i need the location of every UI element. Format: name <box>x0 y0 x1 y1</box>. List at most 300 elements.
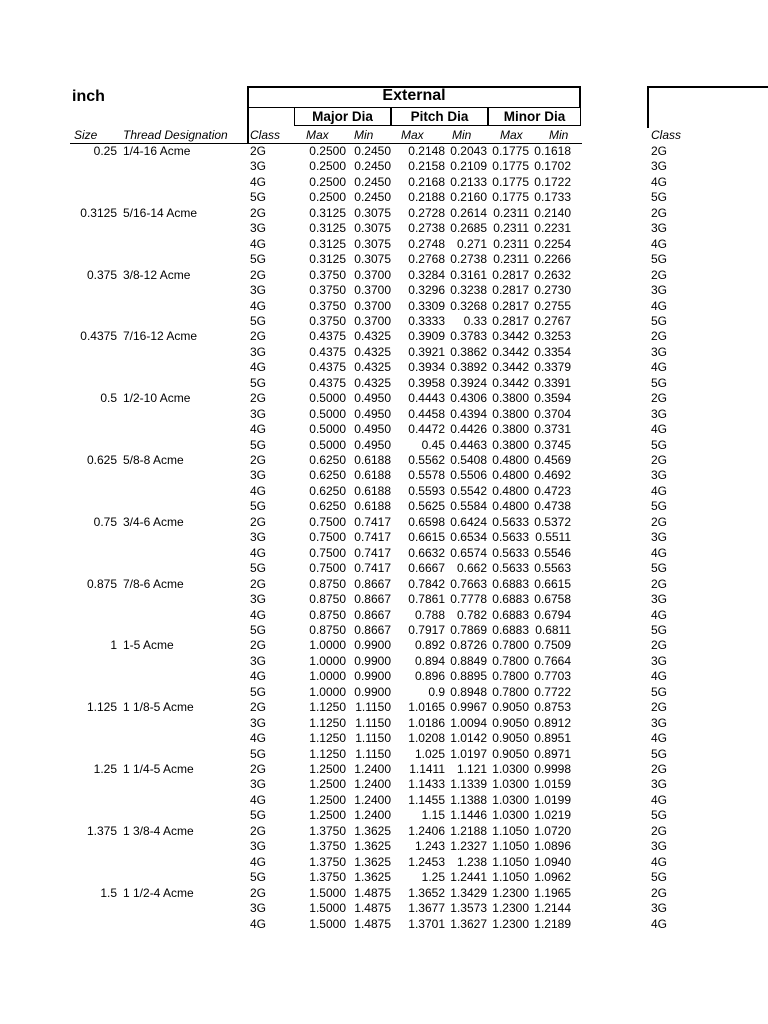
minor-min-cell: 0.4569 <box>534 453 571 467</box>
pitch-min-cell: 0.271 <box>456 236 487 251</box>
minor-min-cell: 1.0962 <box>534 870 571 885</box>
minor-min-cell: 0.6794 <box>534 607 571 622</box>
major-min-cell: 0.8667 <box>354 576 391 591</box>
minor-max-cell: 0.4800 <box>492 453 529 467</box>
major-min-cell: 0.8667 <box>354 607 391 622</box>
minor-min-cell: 0.1618 <box>534 144 571 158</box>
minor-min-cell: 1.0199 <box>534 792 571 807</box>
class-right-cell: 3G <box>651 653 668 668</box>
minor-max-cell: 1.2300 <box>492 885 529 900</box>
minor-max-cell: 1.0300 <box>492 808 529 823</box>
class-right-cell: 3G <box>651 468 668 483</box>
major-max-cell: 0.7500 <box>309 514 346 529</box>
class-right-cell: 3G <box>651 406 668 421</box>
major-min-cell: 0.6188 <box>354 468 391 483</box>
major-min-cell: 1.3625 <box>354 839 391 854</box>
pitch-min-cell: 0.662 <box>456 561 487 576</box>
minor-max-cell: 0.2817 <box>492 267 529 282</box>
minor-min-cell: 0.3253 <box>534 329 571 344</box>
minor-max-cell: 0.4800 <box>492 468 529 483</box>
pitch-min-cell: 0.4394 <box>450 406 487 421</box>
class-cell: 4G <box>250 854 267 869</box>
minor-max-cell: 0.7800 <box>492 684 529 699</box>
minor-min-cell: 0.7703 <box>534 669 571 684</box>
minor-min-cell: 0.2231 <box>534 221 571 236</box>
thread-designation-cell: 7/16-12 Acme <box>123 329 198 344</box>
pitch-min-cell: 1.2441 <box>450 870 487 885</box>
class-cell: 4G <box>250 360 267 375</box>
pitch-max-cell: 0.894 <box>414 653 445 668</box>
pitch-max-cell: 0.2148 <box>408 144 445 158</box>
class-cell: 4G <box>250 483 267 498</box>
minor-max-cell: 0.3800 <box>492 422 529 437</box>
minor-min-cell: 0.4723 <box>534 483 571 498</box>
size-cell: 0.75 <box>93 514 117 529</box>
pitch-max-cell: 0.4443 <box>408 391 445 406</box>
minor-max-cell: 0.7800 <box>492 638 529 653</box>
pitch-max-cell: 0.2728 <box>408 205 445 220</box>
pitch-max-cell: 1.0186 <box>408 715 445 730</box>
size-cell: 0.4375 <box>80 329 117 344</box>
major-min-cell: 0.4325 <box>354 344 391 359</box>
class-right-cell: 2G <box>651 391 668 406</box>
major-max-cell: 1.5000 <box>309 885 346 900</box>
pitch-min-cell: 0.8849 <box>450 653 487 668</box>
major-max-cell: 1.2500 <box>309 762 346 776</box>
pitch-max-cell: 0.3333 <box>408 313 445 328</box>
unit-label: inch <box>72 88 105 105</box>
major-max-cell: 1.1250 <box>309 731 346 746</box>
class-cell: 2G <box>250 329 267 344</box>
class-right-cell: 2G <box>651 267 668 282</box>
header-major-min: Min <box>354 128 374 142</box>
pitch-min-cell: 0.3161 <box>450 267 487 282</box>
class-right-cell: 5G <box>651 684 668 699</box>
pitch-max-cell: 0.5625 <box>408 499 445 514</box>
pitch-min-cell: 0.2614 <box>450 205 487 220</box>
pitch-min-cell: 1.0094 <box>450 715 487 730</box>
pitch-min-cell: 0.6574 <box>450 545 487 560</box>
class-right-cell: 3G <box>651 839 668 854</box>
pitch-min-cell: 0.4426 <box>450 422 487 437</box>
class-cell: 2G <box>250 762 267 776</box>
minor-max-cell: 0.1775 <box>492 144 529 158</box>
size-cell: 0.25 <box>93 144 117 158</box>
class-right-cell: 3G <box>651 715 668 730</box>
major-min-cell: 0.3700 <box>354 298 391 313</box>
pitch-min-cell: 0.3924 <box>450 375 487 390</box>
minor-min-cell: 0.2755 <box>534 298 571 313</box>
major-max-cell: 0.7500 <box>309 545 346 560</box>
major-dia-title: Major Dia <box>312 109 373 124</box>
size-cell: 0.625 <box>86 453 117 467</box>
pitch-max-cell: 1.025 <box>414 746 445 761</box>
class-cell: 4G <box>250 792 267 807</box>
major-min-cell: 0.7417 <box>354 530 391 545</box>
class-right-cell: 2G <box>651 514 668 529</box>
class-right-cell: 5G <box>651 313 668 328</box>
pitch-min-cell: 0.8726 <box>450 638 487 653</box>
size-cell: 0.5 <box>100 391 117 406</box>
major-min-cell: 1.1150 <box>355 715 391 730</box>
major-min-cell: 1.1150 <box>355 746 391 761</box>
major-min-cell: 0.3700 <box>354 283 391 298</box>
minor-max-cell: 0.3442 <box>492 329 529 344</box>
minor-max-cell: 0.3442 <box>492 344 529 359</box>
major-min-cell: 1.1150 <box>355 731 391 746</box>
major-max-cell: 0.6250 <box>309 499 346 514</box>
class-cell: 4G <box>250 669 267 684</box>
major-min-cell: 0.8667 <box>354 592 391 607</box>
major-min-cell: 0.4950 <box>354 406 391 421</box>
minor-max-cell: 1.0300 <box>492 792 529 807</box>
class-cell: 3G <box>250 406 267 421</box>
pitch-max-cell: 0.2188 <box>408 190 445 205</box>
minor-min-cell: 0.8912 <box>534 715 571 730</box>
major-min-cell: 1.3625 <box>354 870 391 885</box>
class-right-cell: 4G <box>651 174 668 189</box>
pitch-max-cell: 0.2738 <box>408 221 445 236</box>
major-min-cell: 0.9900 <box>354 638 391 653</box>
minor-min-cell: 1.2144 <box>534 901 571 916</box>
minor-min-cell: 0.8753 <box>534 700 571 715</box>
class-cell: 2G <box>250 700 267 715</box>
class-right-cell: 2G <box>651 885 668 900</box>
class-right-cell: 5G <box>651 375 668 390</box>
minor-max-cell: 0.3800 <box>492 437 529 452</box>
minor-max-cell: 1.1050 <box>492 839 529 854</box>
minor-max-cell: 1.1050 <box>492 854 529 869</box>
internal-header-box <box>647 86 768 128</box>
major-min-cell: 0.9900 <box>354 669 391 684</box>
class-right-cell: 2G <box>651 823 668 838</box>
minor-min-cell: 0.7722 <box>534 684 571 699</box>
minor-min-cell: 0.6615 <box>534 576 571 591</box>
minor-min-cell: 0.4738 <box>534 499 571 514</box>
minor-min-cell: 0.9998 <box>534 762 571 776</box>
pitch-max-cell: 0.6615 <box>408 530 445 545</box>
major-max-cell: 0.8750 <box>309 622 346 637</box>
class-right-cell: 2G <box>651 576 668 591</box>
major-min-cell: 0.4325 <box>354 360 391 375</box>
pitch-min-cell: 0.6534 <box>450 530 487 545</box>
class-right-cell: 2G <box>651 329 668 344</box>
class-right-cell: 5G <box>651 252 668 267</box>
major-min-cell: 0.6188 <box>354 483 391 498</box>
thread-designation-cell: 3/4-6 Acme <box>123 514 184 529</box>
pitch-max-cell: 0.5578 <box>408 468 445 483</box>
major-max-cell: 1.1250 <box>309 746 346 761</box>
major-max-cell: 0.3750 <box>309 267 346 282</box>
minor-min-cell: 0.6758 <box>534 592 571 607</box>
major-max-cell: 1.3750 <box>309 870 346 885</box>
minor-max-cell: 1.1050 <box>492 870 529 885</box>
class-right-cell: 5G <box>651 190 668 205</box>
major-min-cell: 0.7417 <box>354 545 391 560</box>
class-cell: 3G <box>250 221 267 236</box>
minor-min-cell: 0.5372 <box>534 514 571 529</box>
minor-min-cell: 0.3745 <box>534 437 571 452</box>
major-max-cell: 0.5000 <box>309 422 346 437</box>
class-right-cell: 5G <box>651 622 668 637</box>
minor-max-cell: 1.0300 <box>492 762 529 776</box>
class-cell: 2G <box>250 638 267 653</box>
minor-min-cell: 0.2254 <box>534 236 571 251</box>
class-cell: 2G <box>250 885 267 900</box>
pitch-min-cell: 1.121 <box>456 762 487 776</box>
class-right-cell: 5G <box>651 499 668 514</box>
major-min-cell: 0.4325 <box>354 329 391 344</box>
minor-max-cell: 1.2300 <box>492 901 529 916</box>
minor-min-cell: 0.2632 <box>534 267 571 282</box>
minor-min-cell: 0.1702 <box>534 159 571 174</box>
class-right-cell: 3G <box>651 159 668 174</box>
pitch-max-cell: 1.25 <box>421 870 445 885</box>
major-min-cell: 0.2450 <box>354 174 391 189</box>
major-min-cell: 1.4875 <box>354 916 391 931</box>
major-min-cell: 1.2400 <box>354 808 391 823</box>
minor-max-cell: 0.7800 <box>492 669 529 684</box>
size-cell: 1.375 <box>86 823 117 838</box>
minor-min-cell: 1.0940 <box>534 854 571 869</box>
minor-min-cell: 0.8971 <box>534 746 571 761</box>
major-max-cell: 1.5000 <box>309 916 346 931</box>
pitch-max-cell: 1.1433 <box>408 777 445 792</box>
pitch-max-cell: 1.1455 <box>408 792 445 807</box>
major-max-cell: 0.5000 <box>309 437 346 452</box>
class-right-cell: 4G <box>651 669 668 684</box>
class-right-cell: 4G <box>651 545 668 560</box>
pitch-min-cell: 1.1339 <box>450 777 487 792</box>
minor-max-cell: 0.3442 <box>492 375 529 390</box>
pitch-min-cell: 0.5584 <box>450 499 487 514</box>
pitch-max-cell: 0.5593 <box>408 483 445 498</box>
major-min-cell: 0.3700 <box>354 267 391 282</box>
major-max-cell: 0.3750 <box>309 283 346 298</box>
minor-max-cell: 0.5633 <box>492 561 529 576</box>
minor-max-cell: 0.3800 <box>492 406 529 421</box>
pitch-max-cell: 0.896 <box>414 669 445 684</box>
major-max-cell: 0.3125 <box>309 236 346 251</box>
pitch-max-cell: 0.3284 <box>408 267 445 282</box>
class-divider <box>247 86 249 144</box>
class-right-cell: 3G <box>651 221 668 236</box>
minor-min-cell: 1.2189 <box>534 916 571 931</box>
class-right-cell: 5G <box>651 808 668 823</box>
major-max-cell: 0.3750 <box>309 313 346 328</box>
major-min-cell: 1.3625 <box>354 854 391 869</box>
pitch-min-cell: 0.7778 <box>450 592 487 607</box>
class-cell: 2G <box>250 823 267 838</box>
pitch-max-cell: 0.7842 <box>408 576 445 591</box>
class-right-cell: 3G <box>651 901 668 916</box>
class-right-cell: 3G <box>651 283 668 298</box>
class-right-cell: 4G <box>651 360 668 375</box>
minor-max-cell: 0.6883 <box>492 592 529 607</box>
class-right-cell: 4G <box>651 236 668 251</box>
major-min-cell: 0.7417 <box>354 561 391 576</box>
minor-max-cell: 0.1775 <box>492 190 529 205</box>
pitch-max-cell: 1.243 <box>414 839 445 854</box>
minor-min-cell: 0.2140 <box>534 205 571 220</box>
major-max-cell: 0.6250 <box>309 468 346 483</box>
major-max-cell: 0.5000 <box>309 391 346 406</box>
major-min-cell: 0.8667 <box>354 622 391 637</box>
pitch-max-cell: 1.2453 <box>408 854 445 869</box>
minor-min-cell: 0.3379 <box>534 360 571 375</box>
minor-min-cell: 0.2266 <box>534 252 571 267</box>
pitch-min-cell: 0.3783 <box>450 329 487 344</box>
class-cell: 5G <box>250 746 267 761</box>
major-max-cell: 0.4375 <box>309 344 346 359</box>
pitch-max-cell: 1.3701 <box>408 916 445 931</box>
major-max-cell: 1.2500 <box>309 792 346 807</box>
major-min-cell: 0.2450 <box>354 159 391 174</box>
pitch-max-cell: 1.15 <box>421 808 445 823</box>
class-cell: 4G <box>250 731 267 746</box>
major-max-cell: 0.2500 <box>309 190 346 205</box>
class-cell: 3G <box>250 592 267 607</box>
size-cell: 0.3125 <box>80 205 117 220</box>
pitch-min-cell: 0.33 <box>463 313 487 328</box>
class-right-cell: 4G <box>651 792 668 807</box>
class-cell: 4G <box>250 298 267 313</box>
minor-min-cell: 0.6811 <box>535 622 571 637</box>
pitch-min-cell: 0.782 <box>456 607 487 622</box>
class-right-cell: 2G <box>651 144 668 158</box>
major-min-cell: 1.1150 <box>355 700 391 715</box>
major-min-cell: 0.4950 <box>354 437 391 452</box>
minor-max-cell: 0.6883 <box>492 607 529 622</box>
pitch-min-cell: 0.7663 <box>450 576 487 591</box>
major-min-cell: 0.3075 <box>354 252 391 267</box>
minor-min-cell: 0.3704 <box>534 406 571 421</box>
class-right-cell: 3G <box>651 592 668 607</box>
major-min-cell: 0.2450 <box>354 190 391 205</box>
pitch-min-cell: 0.3892 <box>450 360 487 375</box>
minor-max-cell: 0.4800 <box>492 499 529 514</box>
pitch-min-cell: 1.0142 <box>450 731 487 746</box>
thread-designation-cell: 3/8-12 Acme <box>123 267 191 282</box>
class-cell: 3G <box>250 283 267 298</box>
pitch-max-cell: 1.3652 <box>408 885 445 900</box>
pitch-max-cell: 0.3309 <box>408 298 445 313</box>
pitch-min-cell: 0.2133 <box>450 174 487 189</box>
pitch-max-cell: 0.2768 <box>408 252 445 267</box>
thread-designation-cell: 1/4-16 Acme <box>123 144 191 158</box>
pitch-max-cell: 0.7917 <box>408 622 445 637</box>
major-max-cell: 0.2500 <box>309 144 346 158</box>
thread-designation-cell: 1 3/8-4 Acme <box>123 823 194 838</box>
class-cell: 3G <box>250 344 267 359</box>
pitch-min-cell: 1.2327 <box>450 839 487 854</box>
minor-max-cell: 0.4800 <box>492 483 529 498</box>
pitch-max-cell: 0.6632 <box>408 545 445 560</box>
thread-designation-cell: 1 1/2-4 Acme <box>123 885 194 900</box>
minor-min-cell: 1.0896 <box>534 839 571 854</box>
major-min-cell: 0.4325 <box>354 375 391 390</box>
major-max-cell: 1.3750 <box>309 839 346 854</box>
minor-max-cell: 0.1775 <box>492 159 529 174</box>
pitch-min-cell: 0.4463 <box>450 437 487 452</box>
pitch-max-cell: 0.3921 <box>408 344 445 359</box>
major-min-cell: 0.9900 <box>354 684 391 699</box>
pitch-max-cell: 0.6667 <box>408 561 445 576</box>
class-right-cell: 4G <box>651 731 668 746</box>
class-cell: 5G <box>250 684 267 699</box>
header-minor-min: Min <box>549 128 569 142</box>
pitch-min-cell: 0.8948 <box>450 684 487 699</box>
minor-max-cell: 1.0300 <box>492 777 529 792</box>
major-max-cell: 0.3125 <box>309 205 346 220</box>
major-max-cell: 0.8750 <box>309 576 346 591</box>
thread-designation-cell: 1/2-10 Acme <box>123 391 191 406</box>
pitch-min-cell: 0.4306 <box>450 391 487 406</box>
class-cell: 4G <box>250 607 267 622</box>
pitch-min-cell: 1.1446 <box>450 808 487 823</box>
pitch-dia-title: Pitch Dia <box>410 109 469 124</box>
major-min-cell: 0.3075 <box>354 221 391 236</box>
pitch-max-cell: 0.892 <box>414 638 445 653</box>
major-max-cell: 0.7500 <box>309 530 346 545</box>
size-cell: 1 <box>110 638 117 653</box>
pitch-min-cell: 1.1388 <box>450 792 487 807</box>
pitch-max-cell: 0.3958 <box>408 375 445 390</box>
class-right-cell: 5G <box>651 437 668 452</box>
minor-max-cell: 0.7800 <box>492 653 529 668</box>
major-max-cell: 0.6250 <box>309 483 346 498</box>
major-max-cell: 0.8750 <box>309 607 346 622</box>
size-cell: 0.375 <box>86 267 117 282</box>
minor-dia-title: Minor Dia <box>503 109 566 124</box>
major-min-cell: 1.2400 <box>354 777 391 792</box>
class-cell: 4G <box>250 174 267 189</box>
pitch-min-cell: 1.3627 <box>450 916 487 931</box>
major-max-cell: 0.4375 <box>309 375 346 390</box>
minor-min-cell: 0.7509 <box>534 638 571 653</box>
major-max-cell: 0.5000 <box>309 406 346 421</box>
major-max-cell: 0.4375 <box>309 329 346 344</box>
class-cell: 4G <box>250 545 267 560</box>
minor-max-cell: 0.9050 <box>492 746 529 761</box>
pitch-min-cell: 0.2043 <box>450 144 487 158</box>
size-cell: 1.25 <box>93 762 117 776</box>
minor-min-cell: 1.0720 <box>534 823 571 838</box>
major-max-cell: 1.3750 <box>309 854 346 869</box>
class-right-cell: 4G <box>651 422 668 437</box>
minor-min-cell: 0.7664 <box>534 653 571 668</box>
major-max-cell: 1.2500 <box>309 808 346 823</box>
minor-min-cell: 0.3594 <box>534 391 571 406</box>
pitch-max-cell: 0.788 <box>414 607 445 622</box>
minor-max-cell: 0.2817 <box>492 283 529 298</box>
pitch-min-cell: 1.3573 <box>450 901 487 916</box>
minor-max-cell: 0.9050 <box>492 731 529 746</box>
class-right-cell: 4G <box>651 298 668 313</box>
major-min-cell: 1.3625 <box>354 823 391 838</box>
minor-min-cell: 0.5511 <box>535 530 571 545</box>
class-cell: 2G <box>250 267 267 282</box>
minor-max-cell: 0.2817 <box>492 313 529 328</box>
minor-min-cell: 0.4692 <box>534 468 571 483</box>
class-right-cell: 3G <box>651 344 668 359</box>
class-cell: 3G <box>250 530 267 545</box>
major-min-cell: 0.4950 <box>354 422 391 437</box>
pitch-min-cell: 0.5408 <box>450 453 487 467</box>
minor-min-cell: 1.0219 <box>534 808 571 823</box>
class-right-cell: 4G <box>651 916 668 931</box>
pitch-min-cell: 0.5542 <box>450 483 487 498</box>
